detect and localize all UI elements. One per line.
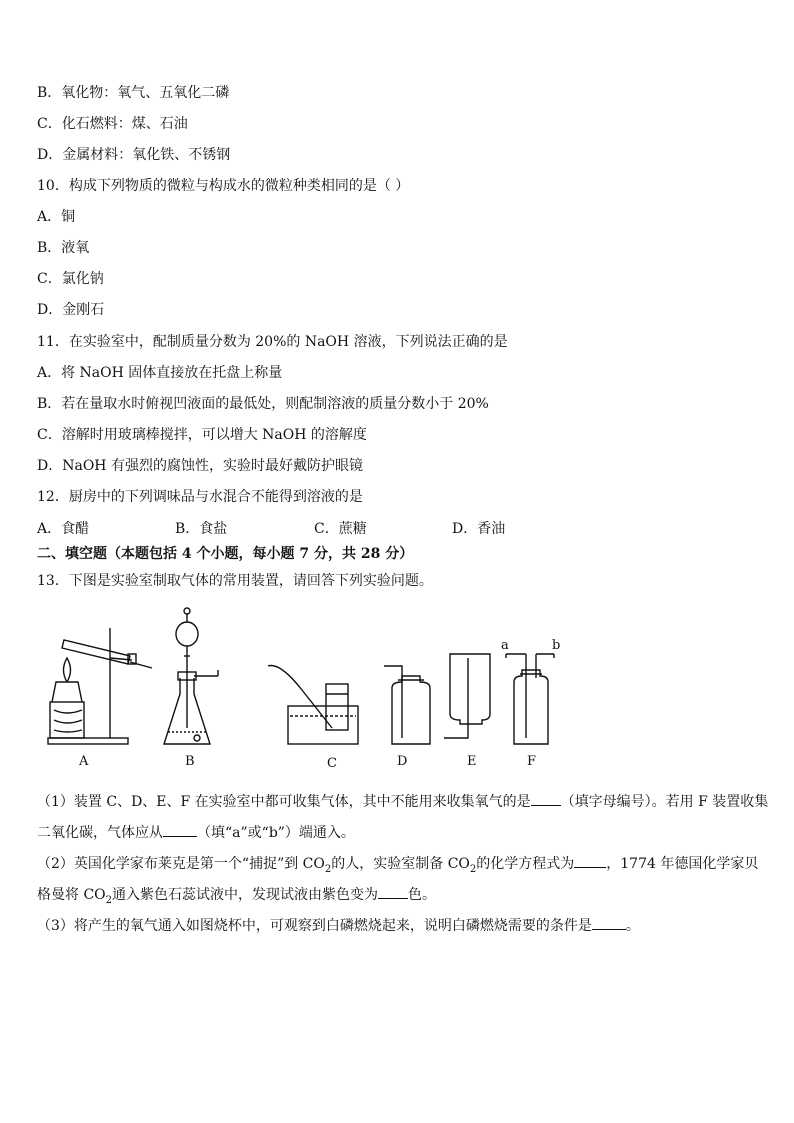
answer-blank[interactable] — [531, 791, 561, 806]
apparatus-label-b: B — [185, 754, 195, 769]
answer-blank[interactable] — [592, 915, 626, 930]
apparatus-a-drawing — [48, 628, 152, 744]
q11-option-a: A．将 NaOH 固体直接放在托盘上称量 — [37, 365, 283, 381]
answer-blank[interactable] — [378, 884, 408, 899]
q11-option-c: C．溶解时用玻璃棒搅拌，可以增大 NaOH 的溶解度 — [37, 427, 367, 443]
q10-option-d: D．金刚石 — [37, 302, 105, 318]
q12-stem: 12．厨房中的下列调味品与水混合不能得到溶液的是 — [37, 489, 363, 505]
q12-option-b: B．食盐 — [175, 521, 228, 537]
q9-option-d: D．金属材料：氧化铁、不锈钢 — [37, 147, 231, 163]
q11-stem: 11．在实验室中，配制质量分数为 20%的 NaOH 溶液，下列说法正确的是 — [37, 334, 508, 350]
apparatus-label-d: D — [397, 754, 408, 769]
q10-option-b: B．液氧 — [37, 240, 90, 256]
answer-blank[interactable] — [163, 822, 197, 837]
q11-option-d: D．NaOH 有强烈的腐蚀性，实验时最好戴防护眼镜 — [37, 458, 363, 474]
answer-blank[interactable] — [574, 853, 606, 868]
apparatus-diagram — [40, 598, 570, 778]
apparatus-c-drawing — [268, 666, 358, 745]
q10-stem: 10．构成下列物质的微粒与构成水的微粒种类相同的是（ ） — [37, 178, 410, 194]
q12-option-a: A．食醋 — [37, 521, 90, 537]
apparatus-drawing — [40, 598, 570, 778]
apparatus-label-a: A — [79, 754, 89, 769]
apparatus-label-c: C — [327, 756, 337, 771]
q12-option-c: C．蔗糖 — [314, 521, 367, 537]
q13-part1-line1: （1）装置 C、D、E、F 在实验室中都可收集气体，其中不能用来收集氧气的是 （填字母编号）。若用 F 装置收集 — [37, 791, 768, 811]
section-heading: 二、填空题（本题包括 4 个小题，每小题 7 分，共 28 分） — [37, 546, 414, 562]
port-a-label: a — [501, 638, 509, 653]
q13-part3: （3）将产生的氧气通入如图烧杯中，可观察到白磷燃烧起来，说明白磷燃烧需要的条件是 。 — [37, 915, 640, 935]
apparatus-label-f: F — [527, 754, 537, 769]
apparatus-label-e: E — [467, 754, 477, 769]
port-b-label: b — [552, 638, 561, 653]
q9-option-c: C．化石燃料：煤、石油 — [37, 116, 188, 132]
apparatus-b-drawing — [164, 608, 218, 744]
q12-options — [37, 520, 637, 538]
q13-part2-line2: 格曼将 $CO_2$通入紫色石蕊试液中，发现试液由紫色变为 色。 — [37, 884, 436, 910]
q9-option-b: B．氧化物：氧气、五氧化二磷 — [37, 85, 230, 101]
apparatus-e-drawing — [444, 654, 490, 738]
apparatus-d-drawing — [384, 666, 430, 744]
q13-stem: 13．下图是实验室制取气体的常用装置，请回答下列实验问题。 — [37, 573, 433, 589]
q13-part2-line1: （2）英国化学家布莱克是第一个“捕捉”到 $CO_2$的人，实验室制备 $CO_2$的化学方程式为 ，1774 年德国化学家贝 — [37, 853, 758, 879]
q10-option-c: C．氯化钠 — [37, 271, 104, 287]
q13-part1-line2: 二氧化碳，气体应从 （填“a”或“b”）端通入。 — [37, 822, 355, 842]
q12-option-d: D．香油 — [452, 521, 506, 537]
apparatus-f-drawing — [506, 654, 554, 744]
q10-option-a: A．铜 — [37, 209, 76, 225]
q11-option-b: B．若在量取水时俯视凹液面的最低处，则配制溶液的质量分数小于 20% — [37, 396, 489, 412]
